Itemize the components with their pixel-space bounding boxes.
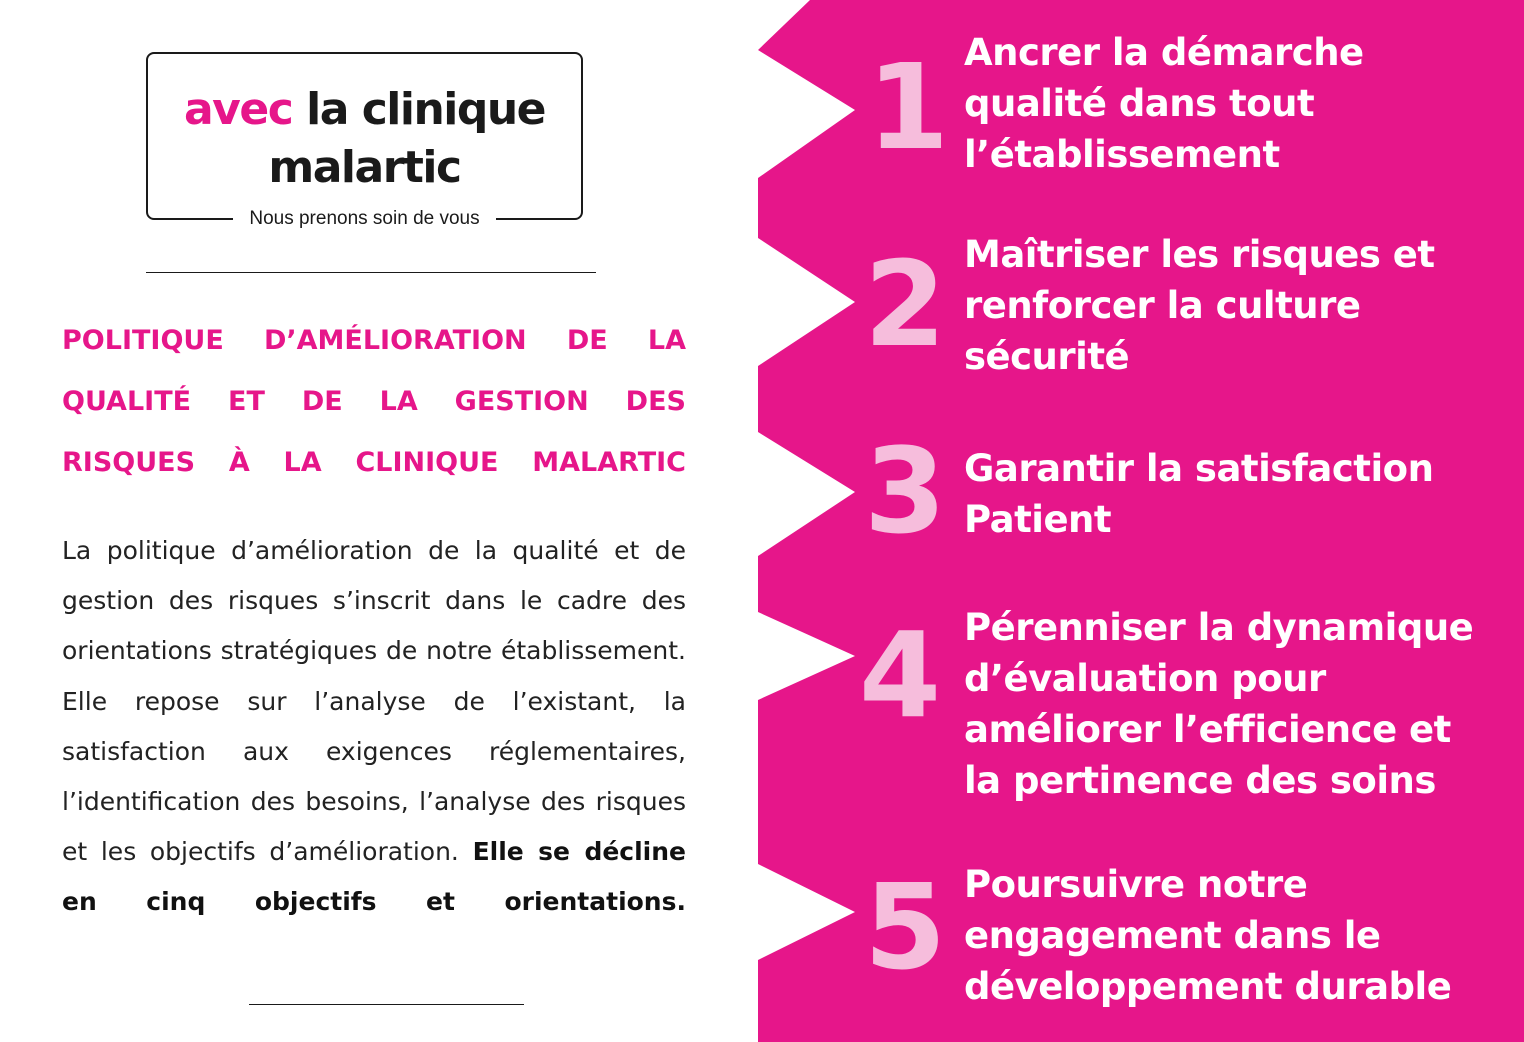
logo-line-2: malartic	[268, 142, 461, 193]
policy-body-text: La politique d’amélioration de la qualité et de gestion des risques s’inscrit dans le cadre des orientations stratégiques de notre établissement. Elle repose sur l’analyse de l’existant, la satisfaction aux exigences réglementaires, l’identification des besoins, l’analyse des risques et les objectifs d’amélioration.	[62, 536, 686, 867]
policy-body-bold: Elle se décline en cinq objectifs et orientations.	[62, 837, 687, 917]
objective-text-2: Maîtriser les risques et renforcer la culture sécurité	[964, 233, 1435, 378]
objective-text-3: Garantir la satisfaction Patient	[964, 447, 1434, 541]
logo-line-1-rest: la clinique	[306, 84, 546, 135]
objective-text-1: Ancrer la démarche qualité dans tout l’établissement	[964, 31, 1364, 176]
objective-text-5: Poursuivre notre engagement dans le développement durable	[964, 863, 1452, 1008]
objective-number-3: 3	[863, 422, 947, 560]
objective-number-1: 1	[866, 38, 950, 176]
logo-accent-word: avec	[183, 84, 293, 135]
objective-number-2: 2	[863, 235, 947, 373]
policy-title: POLITIQUE D’AMÉLIORATION DE LA QUALITÉ ET DE LA GESTION DES RISQUES À LA CLINIQUE MALARTIC	[62, 325, 686, 478]
objective-number-4: 4	[858, 606, 942, 744]
logo-tagline-text: Nous prenons soin de vous	[233, 208, 495, 229]
objective-text-4: Pérenniser la dynamique d’évaluation pour améliorer l’efficience et la pertinence des soins	[964, 606, 1474, 802]
objective-number-5: 5	[863, 858, 947, 996]
